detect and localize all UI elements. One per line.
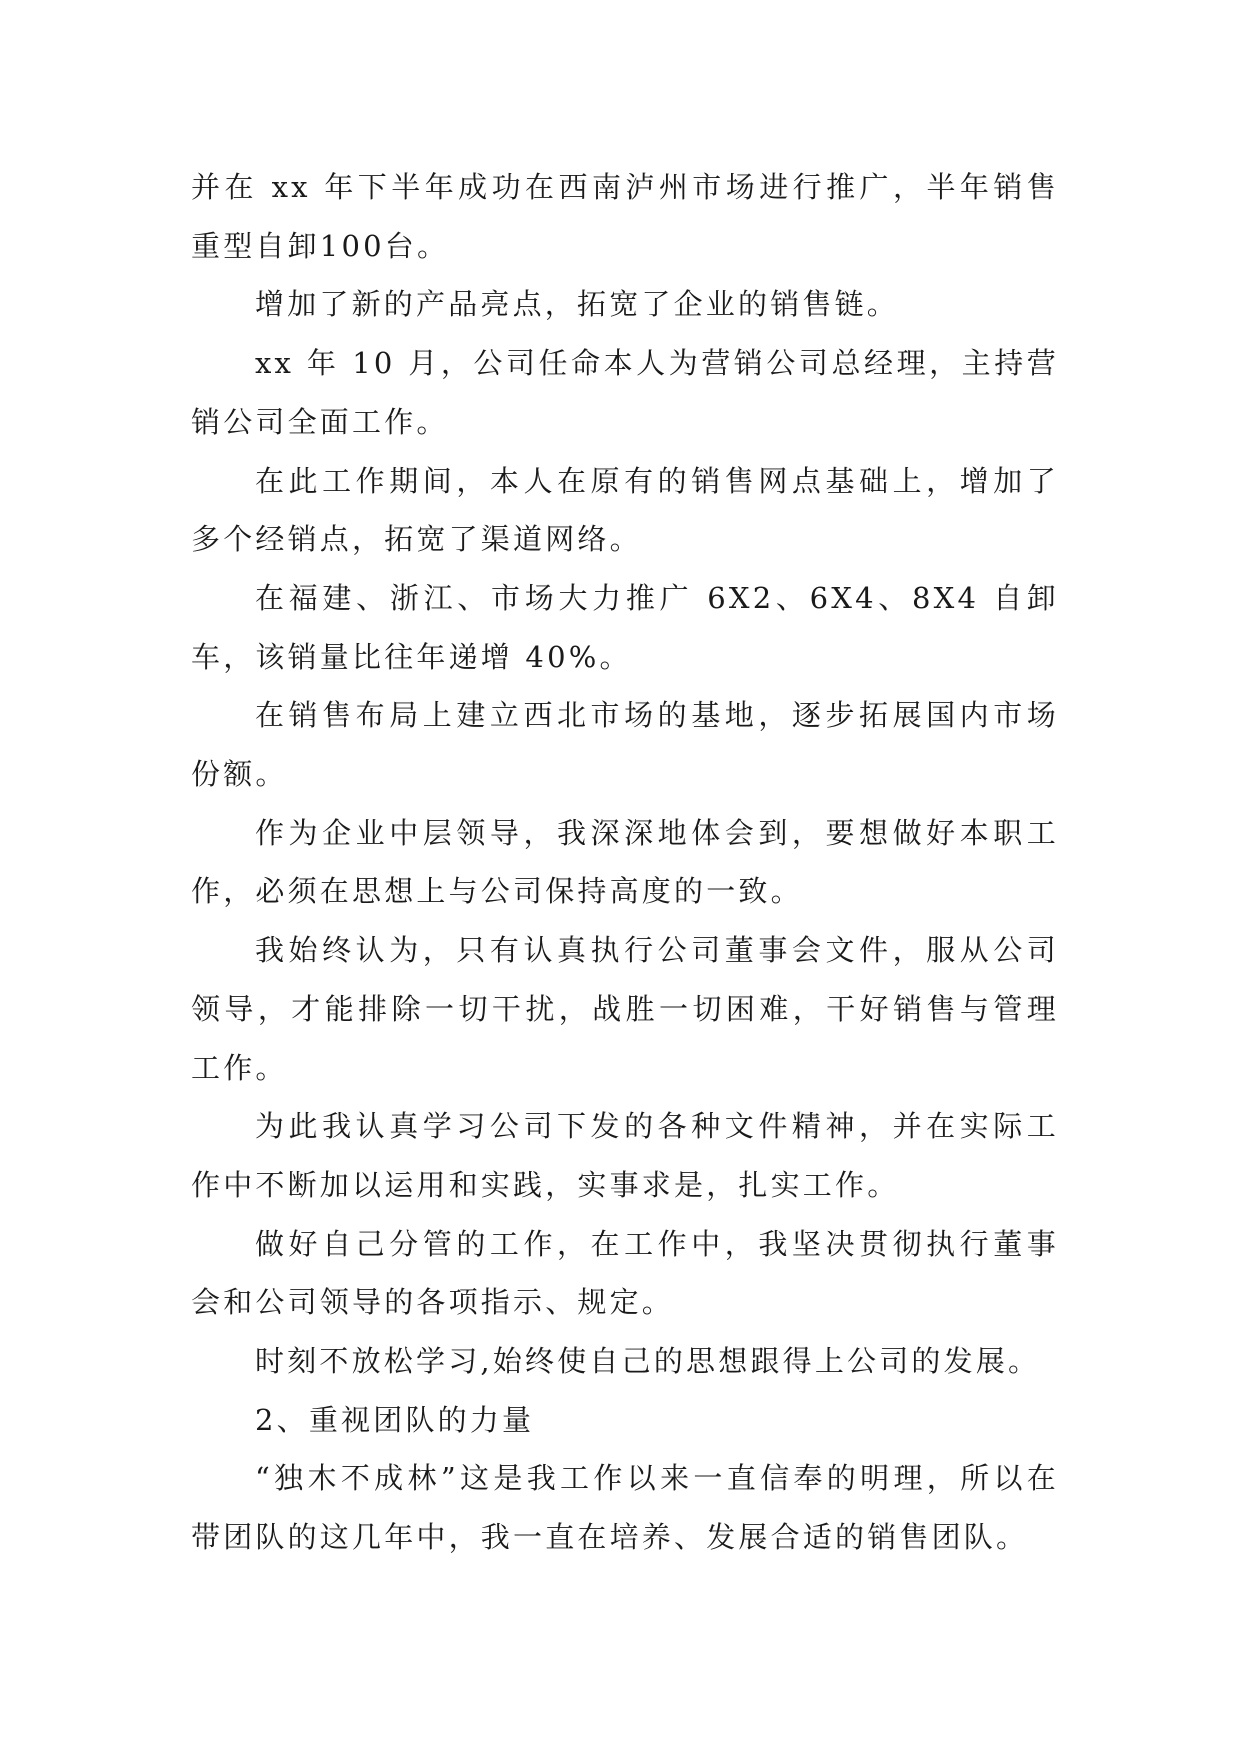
paragraph-3: xx 年 10 月，公司任命本人为营销公司总经理，主持营销公司全面工作。 <box>191 346 1059 439</box>
paragraph-11: 时刻不放松学习,始终使自己的思想跟得上公司的发展。 <box>255 1344 1041 1379</box>
paragraph-9: 为此我认真学习公司下发的各种文件精神，并在实际工作中不断加以运用和实践，实事求是，扎实工作。 <box>191 1109 1059 1202</box>
paragraph-1: 并在 xx 年下半年成功在西南泸州市场进行推广，半年销售重型自卸100台。 <box>191 170 1059 263</box>
paragraph-2: 增加了新的产品亮点，拓宽了企业的销售链。 <box>255 287 900 322</box>
paragraph-7: 作为企业中层领导，我深深地体会到，要想做好本职工作，必须在思想上与公司保持高度的一致。 <box>191 815 1059 909</box>
paragraph-5: 在福建、浙江、市场大力推广 6X2、6X4、8X4 自卸车，该销量比往年递增 40%。 <box>191 580 1059 674</box>
paragraph-4: 在此工作期间，本人在原有的销售网点基础上，增加了多个经销点，拓宽了渠道网络。 <box>191 463 1059 557</box>
paragraph-8: 我始终认为，只有认真执行公司董事会文件，服从公司领导，才能排除一切干扰，战胜一切困难，干好销售与管理工作。 <box>191 933 1059 1085</box>
section-heading: 2、重视团队的力量 <box>255 1402 535 1437</box>
paragraph-6: 在销售布局上建立西北市场的基地，逐步拓展国内市场份额。 <box>191 698 1059 792</box>
paragraph-10: 做好自己分管的工作，在工作中，我坚决贯彻执行董事会和公司领导的各项指示、规定。 <box>191 1226 1059 1320</box>
paragraph-12: “独木不成林”这是我工作以来一直信奉的明理，所以在带团队的这几年中，我一直在培养、发展合适的销售团队。 <box>191 1461 1059 1555</box>
document-body <box>191 158 1059 1567</box>
